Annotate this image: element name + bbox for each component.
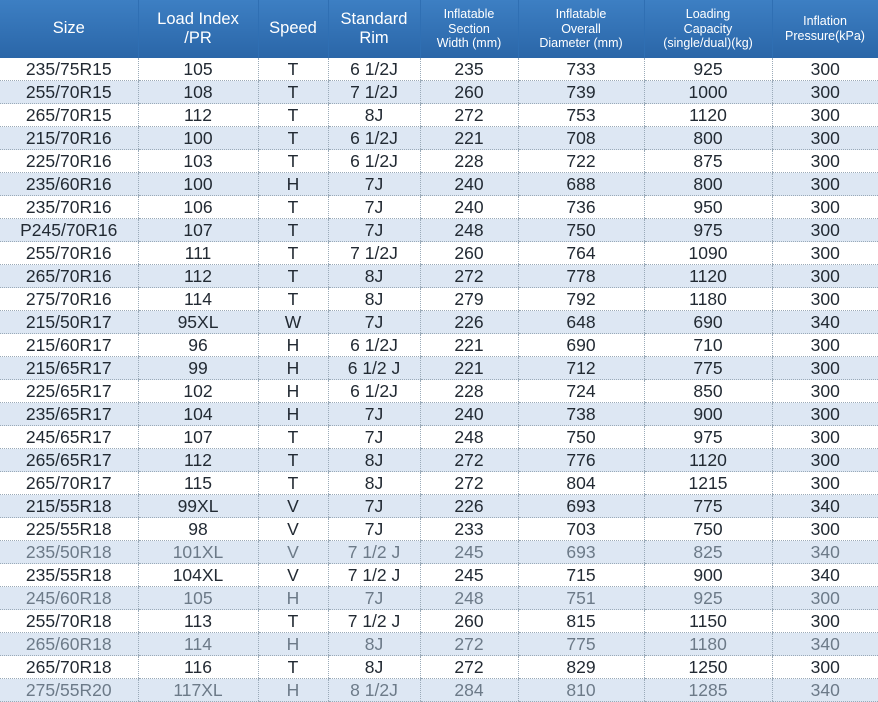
- table-row: [0, 127, 878, 150]
- cell-load-index: 98: [138, 518, 258, 541]
- cell-inflation-pressure: 300: [772, 472, 878, 495]
- cell-rim: 7 1/2J: [328, 81, 420, 104]
- cell-inflation-pressure: 300: [772, 219, 878, 242]
- cell-load-index: 107: [138, 219, 258, 242]
- cell-size: 225/65R17: [0, 380, 138, 403]
- table-row: [0, 288, 878, 311]
- cell-speed: T: [258, 150, 328, 173]
- table-row: [0, 449, 878, 472]
- cell-rim: 6 1/2J: [328, 127, 420, 150]
- table-header: [0, 0, 878, 58]
- table-row: [0, 173, 878, 196]
- cell-load-index: 104: [138, 403, 258, 426]
- cell-size: 235/70R16: [0, 196, 138, 219]
- cell-load-index: 105: [138, 587, 258, 610]
- cell-rim: 8J: [328, 472, 420, 495]
- cell-loading-capacity: 1215: [644, 472, 772, 495]
- cell-size: 235/60R16: [0, 173, 138, 196]
- cell-section-width: 248: [420, 587, 518, 610]
- cell-section-width: 245: [420, 541, 518, 564]
- cell-overall-diameter: 776: [518, 449, 644, 472]
- cell-inflation-pressure: 340: [772, 495, 878, 518]
- cell-size: 215/60R17: [0, 334, 138, 357]
- cell-loading-capacity: 875: [644, 150, 772, 173]
- cell-overall-diameter: 693: [518, 541, 644, 564]
- cell-size: 225/70R16: [0, 150, 138, 173]
- cell-overall-diameter: 736: [518, 196, 644, 219]
- cell-rim: 7 1/2J: [328, 242, 420, 265]
- cell-load-index: 112: [138, 449, 258, 472]
- cell-speed: T: [258, 265, 328, 288]
- cell-section-width: 260: [420, 81, 518, 104]
- cell-load-index: 113: [138, 610, 258, 633]
- cell-inflation-pressure: 300: [772, 518, 878, 541]
- cell-size: 215/55R18: [0, 495, 138, 518]
- cell-speed: H: [258, 403, 328, 426]
- cell-loading-capacity: 900: [644, 403, 772, 426]
- cell-rim: 7J: [328, 219, 420, 242]
- table-row: [0, 495, 878, 518]
- cell-overall-diameter: 722: [518, 150, 644, 173]
- cell-rim: 7J: [328, 173, 420, 196]
- cell-rim: 6 1/2J: [328, 58, 420, 81]
- cell-section-width: 260: [420, 242, 518, 265]
- cell-speed: T: [258, 196, 328, 219]
- cell-rim: 7J: [328, 495, 420, 518]
- cell-speed: H: [258, 334, 328, 357]
- cell-load-index: 107: [138, 426, 258, 449]
- cell-load-index: 104XL: [138, 564, 258, 587]
- cell-inflation-pressure: 300: [772, 127, 878, 150]
- table-row: [0, 403, 878, 426]
- cell-overall-diameter: 708: [518, 127, 644, 150]
- cell-size: 275/70R16: [0, 288, 138, 311]
- header-size: Size: [0, 0, 138, 58]
- cell-size: 255/70R16: [0, 242, 138, 265]
- cell-size: P245/70R16: [0, 219, 138, 242]
- table-row: [0, 564, 878, 587]
- cell-loading-capacity: 1180: [644, 633, 772, 656]
- cell-size: 265/65R17: [0, 449, 138, 472]
- cell-overall-diameter: 778: [518, 265, 644, 288]
- table-row: [0, 610, 878, 633]
- table-row: [0, 357, 878, 380]
- cell-overall-diameter: 751: [518, 587, 644, 610]
- cell-inflation-pressure: 300: [772, 242, 878, 265]
- cell-rim: 8J: [328, 633, 420, 656]
- cell-inflation-pressure: 300: [772, 81, 878, 104]
- cell-load-index: 115: [138, 472, 258, 495]
- cell-section-width: 272: [420, 633, 518, 656]
- cell-loading-capacity: 975: [644, 426, 772, 449]
- cell-load-index: 99XL: [138, 495, 258, 518]
- cell-loading-capacity: 1090: [644, 242, 772, 265]
- cell-speed: T: [258, 426, 328, 449]
- cell-section-width: 221: [420, 127, 518, 150]
- cell-section-width: 235: [420, 58, 518, 81]
- cell-loading-capacity: 850: [644, 380, 772, 403]
- cell-rim: 8J: [328, 656, 420, 679]
- cell-rim: 7J: [328, 426, 420, 449]
- cell-section-width: 240: [420, 403, 518, 426]
- cell-speed: V: [258, 518, 328, 541]
- cell-section-width: 260: [420, 610, 518, 633]
- cell-section-width: 240: [420, 196, 518, 219]
- cell-rim: 8 1/2J: [328, 679, 420, 702]
- cell-section-width: 221: [420, 334, 518, 357]
- cell-size: 275/55R20: [0, 679, 138, 702]
- cell-load-index: 114: [138, 288, 258, 311]
- cell-load-index: 106: [138, 196, 258, 219]
- cell-speed: V: [258, 541, 328, 564]
- cell-speed: T: [258, 610, 328, 633]
- cell-inflation-pressure: 340: [772, 633, 878, 656]
- cell-overall-diameter: 829: [518, 656, 644, 679]
- cell-loading-capacity: 775: [644, 357, 772, 380]
- cell-load-index: 114: [138, 633, 258, 656]
- cell-size: 245/60R18: [0, 587, 138, 610]
- cell-loading-capacity: 1285: [644, 679, 772, 702]
- cell-loading-capacity: 690: [644, 311, 772, 334]
- cell-rim: 8J: [328, 288, 420, 311]
- cell-speed: V: [258, 564, 328, 587]
- cell-speed: T: [258, 242, 328, 265]
- table-row: [0, 380, 878, 403]
- cell-overall-diameter: 738: [518, 403, 644, 426]
- cell-inflation-pressure: 300: [772, 58, 878, 81]
- cell-loading-capacity: 950: [644, 196, 772, 219]
- table-row: [0, 196, 878, 219]
- cell-inflation-pressure: 300: [772, 610, 878, 633]
- cell-overall-diameter: 703: [518, 518, 644, 541]
- cell-section-width: 284: [420, 679, 518, 702]
- cell-rim: 8J: [328, 104, 420, 127]
- cell-load-index: 100: [138, 127, 258, 150]
- table-body: [0, 58, 878, 702]
- header-inflation-pressure: Inflation Pressure(kPa): [772, 0, 878, 58]
- cell-inflation-pressure: 300: [772, 288, 878, 311]
- cell-speed: V: [258, 495, 328, 518]
- cell-overall-diameter: 648: [518, 311, 644, 334]
- cell-speed: W: [258, 311, 328, 334]
- cell-load-index: 108: [138, 81, 258, 104]
- cell-section-width: 245: [420, 564, 518, 587]
- cell-rim: 8J: [328, 449, 420, 472]
- cell-size: 265/70R17: [0, 472, 138, 495]
- cell-size: 245/65R17: [0, 426, 138, 449]
- cell-rim: 7J: [328, 587, 420, 610]
- cell-overall-diameter: 750: [518, 426, 644, 449]
- cell-overall-diameter: 804: [518, 472, 644, 495]
- cell-rim: 6 1/2J: [328, 150, 420, 173]
- cell-loading-capacity: 800: [644, 173, 772, 196]
- header-row: [0, 0, 878, 58]
- cell-overall-diameter: 750: [518, 219, 644, 242]
- table-row: [0, 150, 878, 173]
- cell-inflation-pressure: 300: [772, 357, 878, 380]
- cell-loading-capacity: 1120: [644, 104, 772, 127]
- cell-load-index: 100: [138, 173, 258, 196]
- cell-loading-capacity: 1250: [644, 656, 772, 679]
- cell-speed: T: [258, 288, 328, 311]
- cell-section-width: 233: [420, 518, 518, 541]
- cell-overall-diameter: 715: [518, 564, 644, 587]
- cell-section-width: 279: [420, 288, 518, 311]
- cell-section-width: 248: [420, 219, 518, 242]
- cell-load-index: 112: [138, 265, 258, 288]
- cell-loading-capacity: 900: [644, 564, 772, 587]
- table-row: [0, 58, 878, 81]
- cell-size: 265/70R18: [0, 656, 138, 679]
- cell-inflation-pressure: 340: [772, 679, 878, 702]
- header-section-width: Inflatable Section Width (mm): [420, 0, 518, 58]
- cell-rim: 6 1/2 J: [328, 357, 420, 380]
- cell-load-index: 105: [138, 58, 258, 81]
- cell-speed: H: [258, 357, 328, 380]
- cell-section-width: 228: [420, 150, 518, 173]
- cell-rim: 7 1/2 J: [328, 541, 420, 564]
- table-row: [0, 219, 878, 242]
- cell-inflation-pressure: 300: [772, 334, 878, 357]
- cell-overall-diameter: 712: [518, 357, 644, 380]
- cell-loading-capacity: 825: [644, 541, 772, 564]
- cell-inflation-pressure: 300: [772, 104, 878, 127]
- cell-overall-diameter: 775: [518, 633, 644, 656]
- cell-size: 235/65R17: [0, 403, 138, 426]
- cell-overall-diameter: 753: [518, 104, 644, 127]
- cell-load-index: 103: [138, 150, 258, 173]
- cell-rim: 6 1/2J: [328, 380, 420, 403]
- cell-section-width: 248: [420, 426, 518, 449]
- cell-size: 265/60R18: [0, 633, 138, 656]
- cell-speed: T: [258, 449, 328, 472]
- cell-rim: 7 1/2 J: [328, 564, 420, 587]
- table-row: [0, 679, 878, 702]
- cell-rim: 7J: [328, 196, 420, 219]
- cell-size: 215/65R17: [0, 357, 138, 380]
- cell-rim: 7J: [328, 518, 420, 541]
- cell-overall-diameter: 693: [518, 495, 644, 518]
- cell-section-width: 240: [420, 173, 518, 196]
- table-row: [0, 518, 878, 541]
- cell-speed: T: [258, 127, 328, 150]
- cell-rim: 7 1/2 J: [328, 610, 420, 633]
- cell-overall-diameter: 792: [518, 288, 644, 311]
- cell-section-width: 221: [420, 357, 518, 380]
- table-row: [0, 311, 878, 334]
- cell-size: 265/70R16: [0, 265, 138, 288]
- header-load-index: Load Index /PR: [138, 0, 258, 58]
- table-row: [0, 541, 878, 564]
- cell-speed: T: [258, 81, 328, 104]
- table-row: [0, 265, 878, 288]
- cell-load-index: 112: [138, 104, 258, 127]
- cell-load-index: 95XL: [138, 311, 258, 334]
- table-row: [0, 104, 878, 127]
- cell-section-width: 228: [420, 380, 518, 403]
- cell-inflation-pressure: 300: [772, 587, 878, 610]
- cell-loading-capacity: 1120: [644, 449, 772, 472]
- cell-size: 215/50R17: [0, 311, 138, 334]
- cell-overall-diameter: 688: [518, 173, 644, 196]
- cell-loading-capacity: 1000: [644, 81, 772, 104]
- cell-loading-capacity: 775: [644, 495, 772, 518]
- cell-load-index: 101XL: [138, 541, 258, 564]
- cell-inflation-pressure: 340: [772, 311, 878, 334]
- cell-load-index: 96: [138, 334, 258, 357]
- cell-inflation-pressure: 300: [772, 656, 878, 679]
- cell-speed: H: [258, 173, 328, 196]
- cell-section-width: 226: [420, 495, 518, 518]
- cell-loading-capacity: 925: [644, 58, 772, 81]
- cell-rim: 8J: [328, 265, 420, 288]
- cell-size: 255/70R18: [0, 610, 138, 633]
- cell-size: 235/50R18: [0, 541, 138, 564]
- cell-speed: T: [258, 472, 328, 495]
- table-row: [0, 81, 878, 104]
- cell-loading-capacity: 975: [644, 219, 772, 242]
- cell-load-index: 111: [138, 242, 258, 265]
- cell-inflation-pressure: 300: [772, 380, 878, 403]
- cell-speed: T: [258, 104, 328, 127]
- cell-inflation-pressure: 300: [772, 196, 878, 219]
- cell-inflation-pressure: 300: [772, 265, 878, 288]
- cell-size: 235/55R18: [0, 564, 138, 587]
- cell-section-width: 272: [420, 104, 518, 127]
- table-row: [0, 633, 878, 656]
- cell-section-width: 272: [420, 656, 518, 679]
- table-row: [0, 334, 878, 357]
- cell-loading-capacity: 1120: [644, 265, 772, 288]
- cell-load-index: 99: [138, 357, 258, 380]
- cell-section-width: 226: [420, 311, 518, 334]
- cell-speed: H: [258, 587, 328, 610]
- cell-inflation-pressure: 340: [772, 564, 878, 587]
- cell-size: 255/70R15: [0, 81, 138, 104]
- cell-overall-diameter: 690: [518, 334, 644, 357]
- header-standard-rim: Standard Rim: [328, 0, 420, 58]
- cell-rim: 7J: [328, 311, 420, 334]
- cell-inflation-pressure: 300: [772, 150, 878, 173]
- cell-overall-diameter: 764: [518, 242, 644, 265]
- cell-speed: T: [258, 219, 328, 242]
- cell-inflation-pressure: 300: [772, 449, 878, 472]
- cell-size: 225/55R18: [0, 518, 138, 541]
- cell-loading-capacity: 750: [644, 518, 772, 541]
- cell-load-index: 117XL: [138, 679, 258, 702]
- table-row: [0, 587, 878, 610]
- cell-speed: T: [258, 656, 328, 679]
- cell-inflation-pressure: 300: [772, 426, 878, 449]
- cell-load-index: 102: [138, 380, 258, 403]
- cell-section-width: 272: [420, 265, 518, 288]
- cell-overall-diameter: 733: [518, 58, 644, 81]
- cell-section-width: 272: [420, 472, 518, 495]
- cell-rim: 7J: [328, 403, 420, 426]
- cell-overall-diameter: 739: [518, 81, 644, 104]
- header-speed: Speed: [258, 0, 328, 58]
- cell-size: 235/75R15: [0, 58, 138, 81]
- cell-speed: T: [258, 58, 328, 81]
- cell-loading-capacity: 710: [644, 334, 772, 357]
- table-row: [0, 656, 878, 679]
- cell-loading-capacity: 1150: [644, 610, 772, 633]
- header-overall-diameter: Inflatable Overall Diameter (mm): [518, 0, 644, 58]
- cell-loading-capacity: 925: [644, 587, 772, 610]
- cell-speed: H: [258, 679, 328, 702]
- cell-load-index: 116: [138, 656, 258, 679]
- cell-overall-diameter: 810: [518, 679, 644, 702]
- table-row: [0, 242, 878, 265]
- cell-overall-diameter: 724: [518, 380, 644, 403]
- cell-size: 215/70R16: [0, 127, 138, 150]
- cell-rim: 6 1/2J: [328, 334, 420, 357]
- table-row: [0, 472, 878, 495]
- cell-overall-diameter: 815: [518, 610, 644, 633]
- cell-section-width: 272: [420, 449, 518, 472]
- cell-speed: H: [258, 633, 328, 656]
- cell-loading-capacity: 1180: [644, 288, 772, 311]
- table-row: [0, 426, 878, 449]
- cell-inflation-pressure: 340: [772, 541, 878, 564]
- cell-speed: H: [258, 380, 328, 403]
- cell-inflation-pressure: 300: [772, 403, 878, 426]
- header-loading-capacity: Loading Capacity (single/dual)(kg): [644, 0, 772, 58]
- cell-size: 265/70R15: [0, 104, 138, 127]
- cell-loading-capacity: 800: [644, 127, 772, 150]
- cell-inflation-pressure: 300: [772, 173, 878, 196]
